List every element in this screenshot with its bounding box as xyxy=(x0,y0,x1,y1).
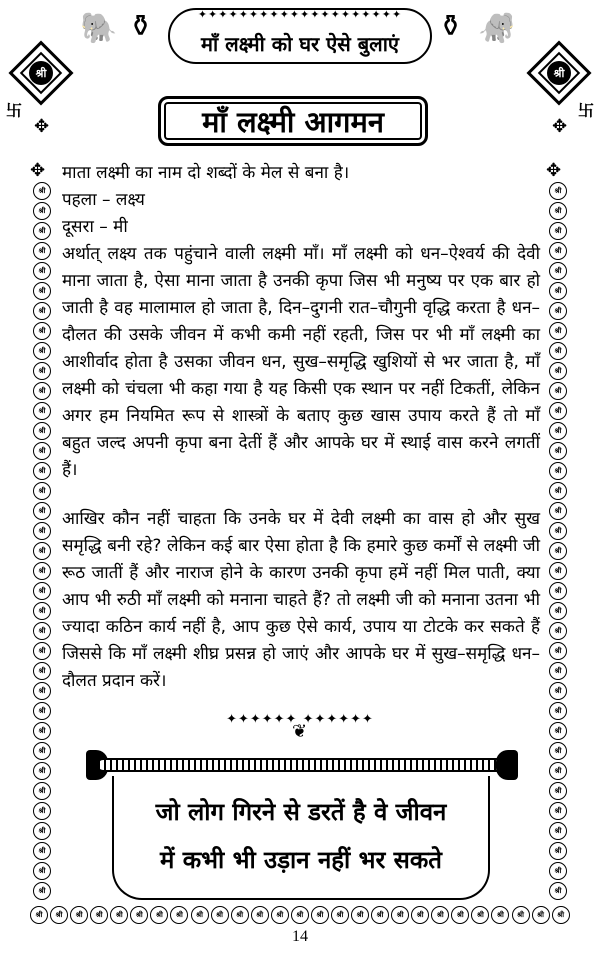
border-knot-left-icon: ✥ xyxy=(30,160,46,181)
border-bead-icon: श्री xyxy=(33,342,51,360)
kalash-right-icon: ⚱ xyxy=(438,9,464,44)
running-header-title: माँ लक्ष्मी को घर ऐसे बुलाएं xyxy=(201,32,399,56)
paragraph-line: माता लक्ष्मी का नाम दो शब्दों के मेल से बना है। xyxy=(62,163,350,183)
page-number: 14 xyxy=(292,928,308,945)
swastik-left-icon: 卐 xyxy=(6,101,23,120)
paragraph-2: आखिर कौन नहीं चाहता कि उनके घर में देवी लक्ष्मी का वास हो और सुख समृद्धि बनी रहे? लेकिन कई बार ऐसा होता है कि हमारे कुछ कर्मों से लक्ष्मी जी रूठ जातीं हैं और नाराज होने के कारण उनकी कृपा हमें नहीं मिल पाती, क्या आप भी रुठी माँ लक्ष्मी को मनाना चाहते हैं? तो लक्ष्मी जी को मनाना उतना भी ज्यादा कठिन कार्य नहीं है, आप कुछ ऐसे कार्य, उपाय या टोटके कर सकते हैं जिससे कि माँ लक्ष्मी शीघ्र प्रसन्न हो जाएं और आपके घर में सुख–समृद्धि धन–दौलत प्रदान करें। xyxy=(62,509,540,691)
border-bead-icon: श्री xyxy=(549,742,567,760)
border-bead-icon: श्री xyxy=(549,802,567,820)
border-bead-icon: श्री xyxy=(33,542,51,560)
paragraph-line: पहला – लक्ष्य xyxy=(62,190,145,210)
border-bead-icon: श्री xyxy=(33,462,51,480)
border-bead-icon: श्री xyxy=(33,662,51,680)
page-title: माँ लक्ष्मी आगमन xyxy=(202,104,384,139)
header-banner xyxy=(168,8,432,64)
border-bead-icon: श्री xyxy=(70,906,88,924)
border-bead-icon: श्री xyxy=(549,702,567,720)
border-bead-icon: श्री xyxy=(150,906,168,924)
border-knot-right-icon: ✥ xyxy=(546,160,562,181)
quote-line-1: जो लोग गिरने से डरतें है वे जीवन xyxy=(155,798,447,826)
border-bead-icon: श्री xyxy=(549,622,567,640)
border-bead-icon: श्री xyxy=(33,362,51,380)
border-bead-icon: श्री xyxy=(549,582,567,600)
page-title-box xyxy=(158,96,428,146)
border-bead-icon: श्री xyxy=(549,542,567,560)
border-bead-icon: श्री xyxy=(549,642,567,660)
border-bead-icon: श्री xyxy=(549,682,567,700)
kite-right-label: श्री xyxy=(547,61,571,85)
border-bead-icon: श्री xyxy=(331,906,349,924)
scroll-end-right-icon xyxy=(496,750,518,780)
border-bead-icon: श्री xyxy=(549,762,567,780)
border-bead-icon: श्री xyxy=(491,906,509,924)
border-bead-icon: श्री xyxy=(549,722,567,740)
border-bead-icon: श्री xyxy=(30,906,48,924)
border-bead-icon: श्री xyxy=(532,906,550,924)
body-text xyxy=(62,160,540,695)
border-bead-icon: श्री xyxy=(549,182,567,200)
border-bead-icon: श्री xyxy=(549,562,567,580)
border-bead-icon: श्री xyxy=(549,262,567,280)
border-bead-icon: श्री xyxy=(33,822,51,840)
border-bead-icon: श्री xyxy=(271,906,289,924)
border-bead-icon: श्री xyxy=(549,422,567,440)
border-bead-icon: श्री xyxy=(549,442,567,460)
border-bead-icon: श्री xyxy=(549,362,567,380)
border-bead-icon: श्री xyxy=(33,862,51,880)
border-bead-icon: श्री xyxy=(33,602,51,620)
swastik-right-icon: 卐 xyxy=(578,101,595,120)
border-bead-icon: श्री xyxy=(549,202,567,220)
border-bead-icon: श्री xyxy=(549,322,567,340)
border-bead-icon: श्री xyxy=(549,222,567,240)
border-bead-icon: श्री xyxy=(549,862,567,880)
divider-stars: ✦✦✦✦✦✦ ✦✦✦✦✦✦ xyxy=(226,712,374,727)
ornamental-divider xyxy=(180,712,420,740)
border-bead-icon: श्री xyxy=(33,242,51,260)
border-bead-icon: श्री xyxy=(130,906,148,924)
border-bead-icon: श्री xyxy=(33,382,51,400)
border-bead-icon: श्री xyxy=(33,302,51,320)
scroll-rod xyxy=(96,758,508,772)
border-bead-icon: श्री xyxy=(549,482,567,500)
border-bead-icon: श्री xyxy=(33,322,51,340)
border-bead-icon: श्री xyxy=(33,762,51,780)
tassel-left-icon: ✥ xyxy=(34,116,50,137)
border-bead-icon: श्री xyxy=(231,906,249,924)
paragraph-line: दूसरा – मी xyxy=(62,217,128,237)
border-bead-icon: श्री xyxy=(33,682,51,700)
border-bead-icon: श्री xyxy=(549,662,567,680)
border-bead-icon: श्री xyxy=(411,906,429,924)
border-bead-icon: श्री xyxy=(549,842,567,860)
border-bead-icon: श्री xyxy=(33,222,51,240)
border-bead-icon: श्री xyxy=(391,906,409,924)
tassel-right-icon: ✥ xyxy=(552,116,568,137)
border-bead-icon: श्री xyxy=(549,282,567,300)
border-bead-icon: श्री xyxy=(549,302,567,320)
border-bead-icon: श्री xyxy=(33,722,51,740)
border-bead-icon: श्री xyxy=(33,782,51,800)
border-bead-icon: श्री xyxy=(549,822,567,840)
border-bottom xyxy=(30,906,570,924)
paragraph-1: अर्थात् लक्ष्य तक पहुंचाने वाली लक्ष्मी माँ। माँ लक्ष्मी को धन–ऐश्वर्य की देवी माना जाता है, ऐसा माना जाता है उनकी कृपा जिस भी मनुष्य पर एक बार हो जाती है वह मालामाल हो जाता है, दिन–दुगनी रात–चौगुनी वृद्धि करता है धन–दौलत की उसके जीवन में कभी कमी नहीं रहती, जिस पर भी माँ लक्ष्मी का आशीर्वाद होता है उसका जीवन धन, सुख–समृद्धि खुशियों से भर जाता है, माँ लक्ष्मी को चंचला भी कहा गया है यह किसी एक स्थान पर नहीं टिकतीं, लेकिन अगर हम नियमित रूप से शास्त्रों के बताए कुछ खास उपाय करते हैं तो माँ बहुत जल्द अपनी कृपा बना देतीं हैं और आपके घर में स्थाई वास करने लगतीं हैं। xyxy=(62,244,540,480)
header-stars: ✦✦✦✦✦✦✦✦✦✦✦✦✦✦✦✦✦✦✦✦ xyxy=(197,8,403,21)
border-bead-icon: श्री xyxy=(33,262,51,280)
border-bead-icon: श्री xyxy=(371,906,389,924)
border-bead-icon: श्री xyxy=(549,782,567,800)
border-bead-icon: श्री xyxy=(33,582,51,600)
border-bead-icon: श्री xyxy=(33,882,51,900)
border-bead-icon: श्री xyxy=(33,642,51,660)
border-bead-icon: श्री xyxy=(549,602,567,620)
border-bead-icon: श्री xyxy=(549,382,567,400)
border-bead-icon: श्री xyxy=(33,502,51,520)
border-bead-icon: श्री xyxy=(33,482,51,500)
border-bead-icon: श्री xyxy=(90,906,108,924)
border-bead-icon: श्री xyxy=(549,462,567,480)
border-bead-icon: श्री xyxy=(351,906,369,924)
border-bead-icon: श्री xyxy=(471,906,489,924)
border-bead-icon: श्री xyxy=(33,802,51,820)
border-bead-icon: श्री xyxy=(33,202,51,220)
kite-left-label: श्री xyxy=(29,61,53,85)
border-bead-icon: श्री xyxy=(33,842,51,860)
border-bead-icon: श्री xyxy=(33,562,51,580)
border-bead-icon: श्री xyxy=(549,342,567,360)
border-bead-icon: श्री xyxy=(33,702,51,720)
quote-line-2: में कभी भी उड़ान नहीं भर सकते xyxy=(160,846,442,874)
border-bead-icon: श्री xyxy=(110,906,128,924)
border-bead-icon: श्री xyxy=(33,182,51,200)
border-bead-icon: श्री xyxy=(451,906,469,924)
border-bead-icon: श्री xyxy=(33,282,51,300)
border-bead-icon: श्री xyxy=(549,882,567,900)
border-bead-icon: श्री xyxy=(549,522,567,540)
kalash-left-icon: ⚱ xyxy=(128,9,154,44)
border-bead-icon: श्री xyxy=(431,906,449,924)
lotus-motif-icon: ❦ xyxy=(291,721,309,742)
border-left xyxy=(30,182,54,900)
border-bead-icon: श्री xyxy=(311,906,329,924)
border-bead-icon: श्री xyxy=(33,422,51,440)
border-bead-icon: श्री xyxy=(291,906,309,924)
border-bead-icon: श्री xyxy=(33,522,51,540)
border-bead-icon: श्री xyxy=(191,906,209,924)
border-bead-icon: श्री xyxy=(33,622,51,640)
border-bead-icon: श्री xyxy=(33,442,51,460)
border-bead-icon: श्री xyxy=(170,906,188,924)
elephant-right-icon: 🐘 xyxy=(478,11,516,46)
border-bead-icon: श्री xyxy=(549,502,567,520)
border-bead-icon: श्री xyxy=(211,906,229,924)
elephant-left-icon: 🐘 xyxy=(80,11,118,46)
border-bead-icon: श्री xyxy=(50,906,68,924)
quote-text xyxy=(112,788,490,884)
border-right xyxy=(546,182,570,900)
border-bead-icon: श्री xyxy=(33,402,51,420)
border-bead-icon: श्री xyxy=(512,906,530,924)
border-bead-icon: श्री xyxy=(552,906,570,924)
border-bead-icon: श्री xyxy=(251,906,269,924)
border-bead-icon: श्री xyxy=(549,402,567,420)
border-bead-icon: श्री xyxy=(33,742,51,760)
border-bead-icon: श्री xyxy=(549,242,567,260)
